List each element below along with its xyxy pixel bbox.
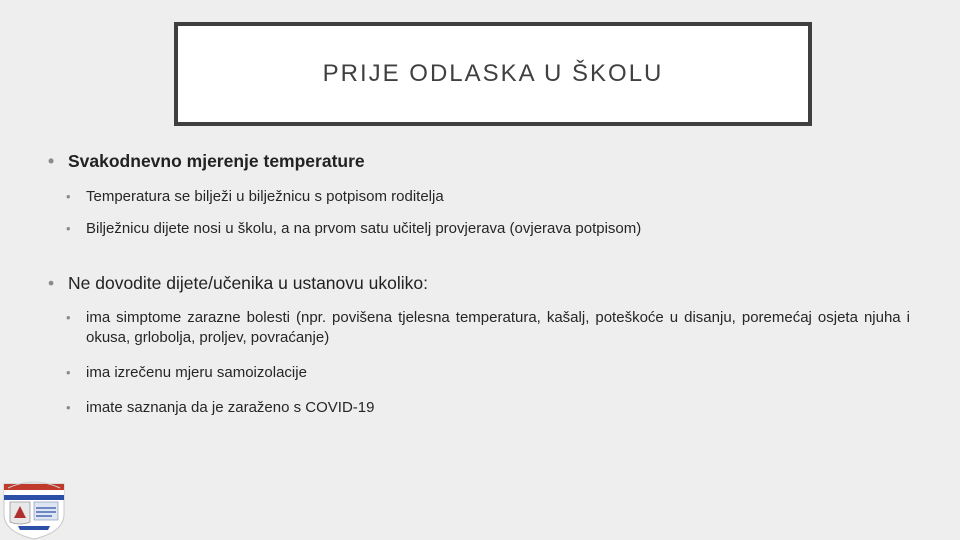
school-logo xyxy=(0,478,68,540)
section-2-heading xyxy=(48,272,910,294)
section-heading-text: Svakodnevno mjerenje temperature xyxy=(68,151,365,171)
bullet-icon: • xyxy=(66,365,71,380)
bullet-icon: • xyxy=(66,221,71,236)
bullet-icon: • xyxy=(66,400,71,415)
slide-content xyxy=(48,150,910,418)
list-item-text: Bilježnicu dijete nosi u školu, a na prvom satu učitelj provjerava (ovjerava potpisom) xyxy=(86,220,642,237)
list-item xyxy=(66,398,910,418)
list-item xyxy=(66,187,910,207)
list-item-text: ima simptome zarazne bolesti (npr. povišena tjelesna temperatura, kašalj, poteškoće u disanju, poremećaj osjeta njuha i okusa, grlobolja, proljev, povraćanje) xyxy=(86,309,910,346)
bullet-icon: • xyxy=(48,151,55,171)
bullet-icon: • xyxy=(66,189,71,204)
list-item xyxy=(66,308,910,348)
list-item-text: imate saznanja da je zaraženo s COVID-19 xyxy=(86,399,375,416)
list-item xyxy=(66,363,910,383)
bullet-icon: • xyxy=(48,273,55,293)
section-heading-text: Ne dovodite dijete/učenika u ustanovu ukoliko: xyxy=(68,273,428,293)
slide-title: PRIJE ODLASKA U ŠKOLU xyxy=(322,60,664,87)
list-item-text: Temperatura se bilježi u bilježnicu s potpisom roditelja xyxy=(86,188,444,205)
section-1-heading xyxy=(48,150,910,172)
list-item-text: ima izrečenu mjeru samoizolacije xyxy=(86,364,307,381)
bullet-icon: • xyxy=(66,310,71,325)
list-item xyxy=(66,219,910,239)
title-box xyxy=(174,22,812,126)
